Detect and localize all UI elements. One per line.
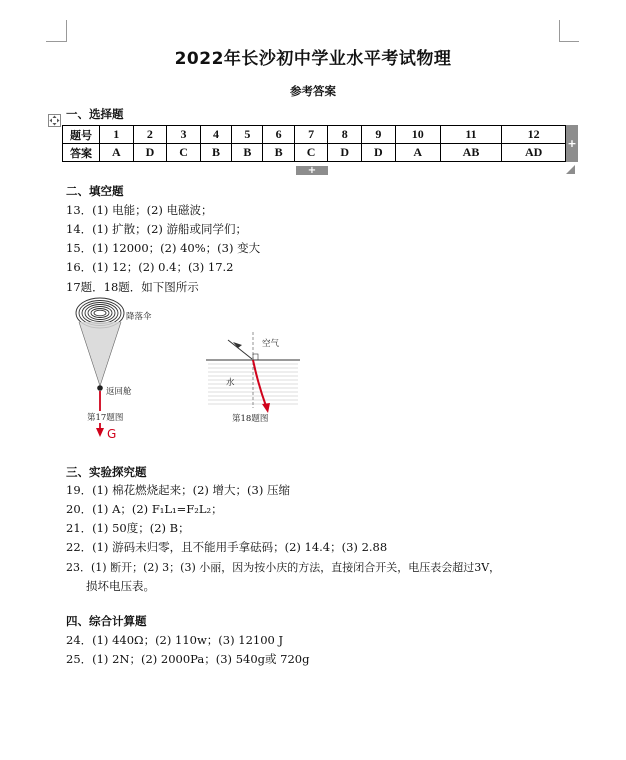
table-cell-header: 答案 xyxy=(63,144,100,162)
answer-line-21: 21．(1) 50度；(2) B； xyxy=(66,521,190,535)
table-cell-answer: D xyxy=(133,144,167,162)
crop-mark-top-left-h xyxy=(46,41,66,42)
figure-17-caption: 第17题图 xyxy=(87,413,124,423)
table-cell-number: 10 xyxy=(395,126,440,144)
table-cell-number: 9 xyxy=(362,126,396,144)
table-row-answers xyxy=(63,144,566,162)
answer-table xyxy=(62,125,566,162)
capsule-label: 返回舱 xyxy=(106,387,132,397)
table-cell-number: 11 xyxy=(440,126,501,144)
table-cell-number: 8 xyxy=(328,126,362,144)
page-title: 2022年长沙初中学业水平考试物理 xyxy=(174,49,452,69)
table-cell-answer: AD xyxy=(502,144,566,162)
section-1-title: 一、选择题 xyxy=(66,107,124,121)
figure-18-refraction xyxy=(200,324,310,414)
answer-line-23: 23．(1) 断开；(2) 3；(3) 小丽，因为按小庆的方法，直接闭合开关，电压表会超过3V， xyxy=(66,561,501,574)
answer-line-25: 25．(1) 2N；(2) 2000Pa；(3) 540g或 720g xyxy=(66,652,310,666)
water-label: 水 xyxy=(226,378,235,388)
table-cell-answer: A xyxy=(395,144,440,162)
table-cell-number: 7 xyxy=(294,126,328,144)
table-cell-number: 3 xyxy=(167,126,201,144)
section-2-title: 二、填空题 xyxy=(66,184,124,198)
table-cell-number: 2 xyxy=(133,126,167,144)
answer-line-20: 20．(1) A；(2) F₁L₁=F₂L₂； xyxy=(66,502,223,516)
table-cell-answer: C xyxy=(294,144,328,162)
table-cell-answer: B xyxy=(200,144,231,162)
table-cell-answer: B xyxy=(232,144,263,162)
air-label: 空气 xyxy=(262,339,280,349)
table-cell-answer: C xyxy=(167,144,201,162)
page-subtitle: 参考答案 xyxy=(290,84,336,98)
table-move-handle-icon[interactable] xyxy=(48,114,61,127)
answer-line-23-cont: 损坏电压表。 xyxy=(86,579,155,593)
crop-mark-top-right-v xyxy=(559,20,560,42)
answer-line-17-18: 17题．18题．如下图所示 xyxy=(66,280,199,294)
section-3-title: 三、实验探究题 xyxy=(66,465,147,479)
table-cell-number: 4 xyxy=(200,126,231,144)
answer-line-19: 19．(1) 棉花燃烧起来；(2) 增大；(3) 压缩 xyxy=(66,483,290,497)
table-cell-answer: B xyxy=(263,144,294,162)
table-cell-header: 题号 xyxy=(63,126,100,144)
table-cell-answer: D xyxy=(328,144,362,162)
table-cell-number: 1 xyxy=(100,126,134,144)
table-row-numbers xyxy=(63,126,566,144)
figure-18-caption: 第18题图 xyxy=(232,414,269,424)
table-cell-answer: AB xyxy=(440,144,501,162)
answer-line-24: 24．(1) 440Ω；(2) 110w；(3) 12100 J xyxy=(66,633,284,647)
parachute-label: 降落伞 xyxy=(126,312,152,322)
section-4-title: 四、综合计算题 xyxy=(66,614,147,628)
add-column-button[interactable]: + xyxy=(566,125,578,162)
table-cell-number: 6 xyxy=(263,126,294,144)
table-cell-number: 5 xyxy=(232,126,263,144)
table-cell-answer: D xyxy=(362,144,396,162)
table-cell-number: 12 xyxy=(502,126,566,144)
crop-mark-top-left-v xyxy=(66,20,67,42)
answer-line-15: 15．(1) 12000；(2) 40%；(3) 变大 xyxy=(66,241,261,255)
answer-line-16: 16．(1) 12；(2) 0.4；(3) 17.2 xyxy=(66,260,234,274)
crop-mark-top-right-h xyxy=(559,41,579,42)
answer-line-13: 13．(1) 电能；(2) 电磁波； xyxy=(66,203,213,217)
answer-line-14: 14．(1) 扩散；(2) 游船或同学们； xyxy=(66,222,248,236)
answer-line-22: 22．(1) 游码未归零，且不能用手拿砝码；(2) 14.4；(3) 2.88 xyxy=(66,540,388,554)
add-row-button[interactable]: + xyxy=(296,166,328,175)
table-cell-answer: A xyxy=(100,144,134,162)
table-resize-handle-icon[interactable] xyxy=(566,165,575,174)
force-g-label: G xyxy=(107,427,117,441)
